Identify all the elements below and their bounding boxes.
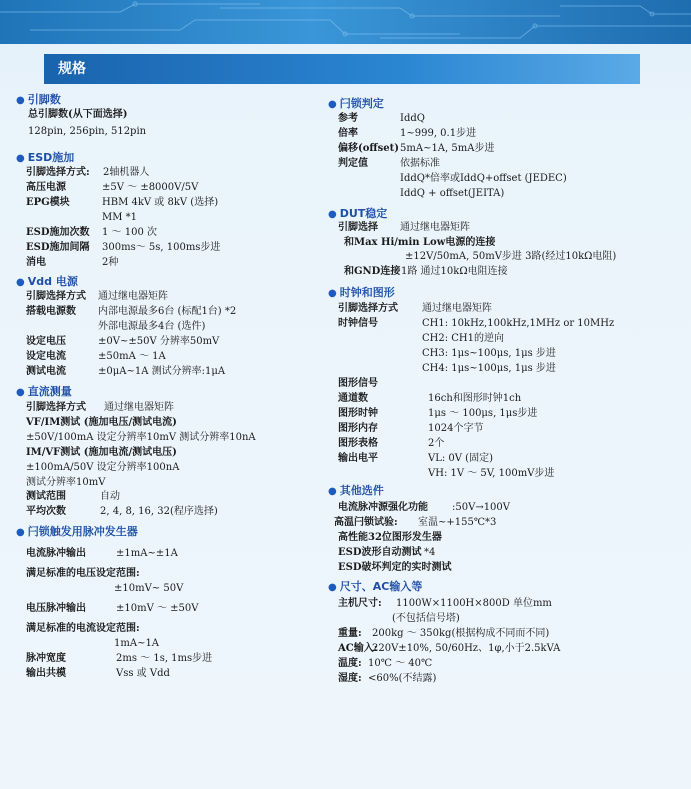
spec-value: (不包括信号塔) [392, 613, 460, 624]
page-title: 规格 [44, 54, 640, 84]
spec-label: 设定电流 [26, 351, 66, 362]
spec-label: 温度: [338, 658, 362, 669]
spec-label: 主机尺寸: [338, 598, 382, 609]
spec-value: 室温~+155℃*3 [418, 517, 497, 528]
spec-value: 128pin, 256pin, 512pin [28, 126, 147, 137]
spec-value: Vss 或 Vdd [116, 668, 170, 679]
spec-label: 重量: [338, 628, 362, 639]
spec-value: 1μs ～ 100μs, 1μs步进 [428, 408, 538, 419]
spec-value: :50V→100V [452, 502, 511, 513]
spec-value: 5mA~1A, 5mA步进 [400, 143, 495, 154]
section-heading [16, 93, 61, 108]
bullet-icon: ● [16, 277, 25, 288]
bullet-icon: ● [328, 209, 337, 220]
spec-value: IddQ [400, 113, 425, 124]
section-heading-text: 闩锁判定 [339, 97, 384, 110]
spec-value: 1 ～ 100 次 [102, 227, 157, 238]
spec-label: 消电 [26, 257, 46, 268]
spec-label: 图形内存 [338, 423, 378, 434]
spec-value: 通过继电器矩阵 [422, 303, 492, 314]
spec-value: 220V±10%, 50/60Hz、1φ,小于2.5kVA [372, 643, 561, 654]
spec-value: ±0V~±50V 分辨率50mV [98, 336, 220, 347]
section-heading-text: 其他选件 [339, 484, 384, 497]
spec-label: 引脚选择方式 [26, 402, 86, 413]
section-heading [328, 97, 384, 112]
spec-value: 1路 通过10kΩ电阻连接 [401, 266, 508, 277]
spec-value: 1mA~1A [114, 638, 160, 649]
spec-value: MM *1 [102, 212, 138, 223]
spec-value: 1~999, 0.1步进 [400, 128, 477, 139]
spec-value: 200kg ～ 350kg(根据构成不同而不同) [372, 628, 550, 639]
section-heading [16, 525, 138, 540]
spec-value: 内部电源最多6台 (标配1台) *2 [98, 306, 237, 317]
spec-value: VH: 1V ～ 5V, 100mV步进 [428, 468, 555, 479]
spec-value: ±12V/50mA, 50mV步进 3路(经过10kΩ电阻) [405, 251, 617, 262]
spec-label: AC输入: [338, 643, 378, 654]
spec-value: ±10mV~ 50V [114, 583, 184, 594]
bullet-icon: ● [328, 486, 337, 497]
section-heading [328, 286, 395, 301]
spec-value: ±10mV ～ ±50V [116, 603, 199, 614]
spec-subheading: 总引脚数(从下面选择) [28, 109, 128, 120]
section-heading-text: DUT稳定 [339, 207, 388, 220]
spec-value: 300ms～ 5s, 100ms步进 [102, 242, 221, 253]
spec-label: 时钟信号 [338, 318, 378, 329]
header-banner [0, 0, 691, 44]
section-heading-text: 闩锁触发用脉冲发生器 [27, 525, 138, 538]
spec-value: CH3: 1μs~100μs, 1μs 步进 [422, 348, 556, 359]
spec-value: 2个 [428, 438, 445, 449]
spec-value: 1100W×1100H×800D 单位mm [396, 598, 552, 609]
spec-value: IddQ + offset(JEITA) [400, 188, 505, 199]
spec-label: 测试电流 [26, 366, 66, 377]
bullet-icon: ● [16, 527, 25, 538]
spec-label: 参考 [338, 113, 358, 124]
bullet-icon: ● [328, 288, 337, 299]
spec-label: 偏移(offset) [338, 143, 399, 154]
spec-label: 引脚选择 [338, 222, 378, 233]
bullet-icon: ● [328, 582, 337, 593]
spec-label: ESD施加次数 [26, 227, 90, 238]
spec-label: 电流脉冲输出 [26, 548, 86, 559]
bullet-icon: ● [16, 153, 25, 164]
spec-label: 和GND连接 [344, 266, 401, 277]
spec-label: 高温闩锁试验: [334, 517, 398, 528]
spec-value: <60%(不结露) [368, 673, 437, 684]
spec-value: ±0μA~1A 测试分辨率:1μA [98, 366, 226, 377]
spec-label: 高压电源 [26, 182, 66, 193]
spec-label: 高性能32位图形发生器 [338, 532, 442, 543]
spec-label: 引脚选择方式 [26, 291, 86, 302]
spec-label: 输出电平 [338, 453, 378, 464]
spec-value: 测试分辨率10mV [26, 477, 106, 488]
spec-label: 满足标准的电流设定范围: [26, 623, 140, 634]
section-heading [328, 207, 387, 222]
spec-value: ±50mA ～ 1A [98, 351, 166, 362]
spec-label: 图形表格 [338, 438, 378, 449]
spec-label: 和Max Hi/min Low电源的连接 [344, 237, 496, 248]
spec-value: 通过继电器矩阵 [400, 222, 470, 233]
section-heading-text: 引脚数 [27, 93, 61, 106]
spec-value: 外部电源最多4台 (选件) [98, 321, 206, 332]
spec-value: 通过继电器矩阵 [104, 402, 174, 413]
spec-value: ±50V/100mA 设定分辨率10mV 测试分辨率10nA [26, 432, 256, 443]
spec-label: EPG模块 [26, 197, 70, 208]
spec-value: *4 [424, 547, 436, 558]
spec-label: 电流脉冲源强化功能 [338, 502, 428, 513]
spec-value: 2, 4, 8, 16, 32(程序选择) [100, 506, 218, 517]
spec-value: 自动 [100, 491, 120, 502]
spec-value: IddQ*倍率或IddQ+offset (JEDEC) [400, 173, 567, 184]
section-heading [328, 580, 422, 595]
bullet-icon: ● [16, 95, 25, 106]
spec-label: 引脚选择方式: [26, 167, 90, 178]
section-heading [16, 151, 74, 166]
spec-label: 图形信号 [338, 378, 378, 389]
spec-label: IM/VF测试 (施加电流/测试电压) [26, 447, 177, 458]
spec-value: 通过继电器矩阵 [98, 291, 168, 302]
section-heading [16, 385, 72, 400]
spec-value: CH4: 1μs~100μs, 1μs 步进 [422, 363, 556, 374]
spec-label: ESD破坏判定的实时测试 [338, 562, 452, 573]
section-heading-text: 尺寸、AC输入等 [339, 580, 423, 593]
spec-value: 2ms ～ 1s, 1ms步进 [116, 653, 213, 664]
spec-value: 1024个字节 [428, 423, 484, 434]
spec-value: HBM 4kV 或 8kV (选择) [102, 197, 219, 208]
bullet-icon: ● [328, 99, 337, 110]
spec-value: 16ch和图形时钟1ch [428, 393, 522, 404]
spec-label: 测试范围 [26, 491, 66, 502]
spec-value: CH2: CH1的逆向 [422, 333, 505, 344]
spec-label: 倍率 [338, 128, 358, 139]
spec-label: VF/IM测试 (施加电压/测试电流) [26, 417, 177, 428]
spec-label: 平均次数 [26, 506, 66, 517]
spec-label: 湿度: [338, 673, 362, 684]
spec-label: 输出共模 [26, 668, 66, 679]
spec-label: 设定电压 [26, 336, 66, 347]
spec-label: 判定值 [338, 158, 368, 169]
spec-label: 满足标准的电压设定范围: [26, 568, 140, 579]
spec-value: 10℃ ～ 40℃ [368, 658, 433, 669]
spec-value: 2种 [102, 257, 119, 268]
spec-label: 脉冲宽度 [26, 653, 66, 664]
spec-label: 电压脉冲输出 [26, 603, 86, 614]
spec-value: VL: 0V (固定) [428, 453, 493, 464]
spec-label: 图形时钟 [338, 408, 378, 419]
section-heading [16, 275, 78, 290]
spec-label: ESD波形自动测试 [338, 547, 422, 558]
spec-value: ±5V ～ ±8000V/5V [102, 182, 199, 193]
spec-value: 依据标准 [400, 158, 440, 169]
spec-label: 通道数 [338, 393, 368, 404]
section-heading-text: 直流测量 [27, 385, 72, 398]
spec-label: ESD施加间隔 [26, 242, 90, 253]
spec-value: CH1: 10kHz,100kHz,1MHz or 10MHz [422, 318, 615, 329]
section-heading [328, 484, 384, 499]
section-heading-text: ESD施加 [27, 151, 75, 164]
spec-label: 引脚选择方式 [338, 303, 398, 314]
spec-value: 2轴机器人 [103, 167, 150, 178]
bullet-icon: ● [16, 387, 25, 398]
section-heading-text: 时钟和图形 [339, 286, 395, 299]
circuit-pattern-graphic [0, 0, 691, 44]
spec-value: ±100mA/50V 设定分辨率100nA [26, 462, 180, 473]
section-heading-text: Vdd 电源 [27, 275, 78, 288]
spec-label: 搭载电源数 [26, 306, 76, 317]
spec-value: ±1mA~±1A [116, 548, 178, 559]
